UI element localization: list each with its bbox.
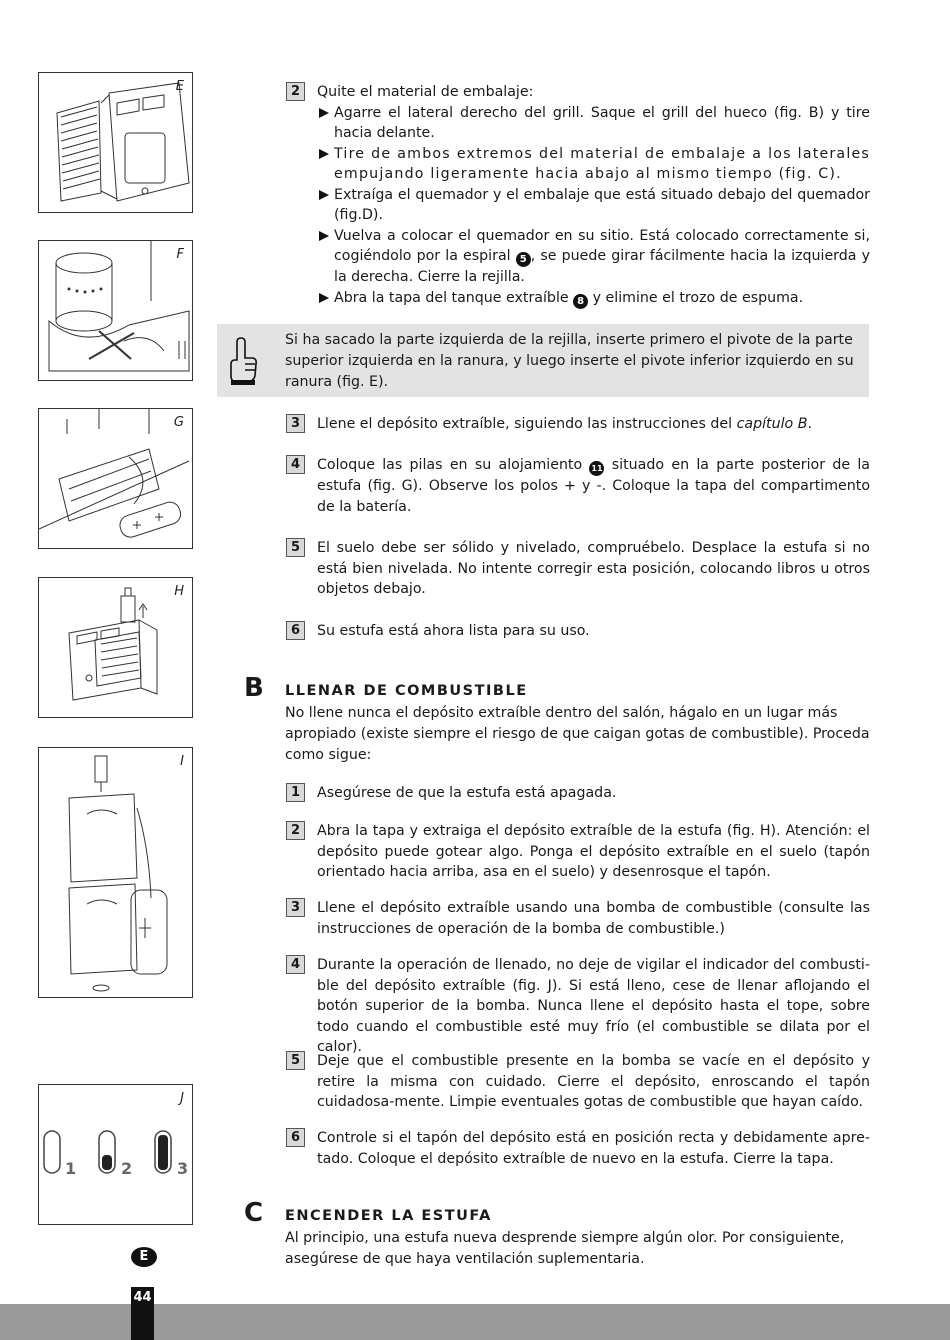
indicator-label-3: 3 [177, 1159, 189, 1178]
step-text: Deje que el combustible presente en la bomba se vacíe en el depósito y retire la misma con cuidado. Cierre el depósito, enroscando el tapón cuidadosa-mente. Limpie eventuales gotas de combustible que hayan caído. [317, 1053, 870, 1110]
bullet-item: Extraíga el quemador y el embalaje que está situado debajo del quemador (fig.D). [317, 185, 870, 226]
bullet-item: Vuelva a colocar el quemador en su sitio. Está colocado correctamente si, cogiéndolo por la espiral 5 , se puede girar fácilmente hacia la izquierda y la derecha. Cierre la rejilla. [317, 226, 870, 288]
step-3 [286, 414, 870, 435]
tank-removal-illustration [39, 578, 194, 719]
step-b4 [286, 955, 870, 1058]
step-5 [286, 538, 870, 600]
figure-label: G [173, 415, 184, 430]
figure-f [38, 240, 193, 381]
step-text: Controle si el tapón del depósito está en posición recta y debidamente apre-tado. Coloque el depósito extraíble de nuevo en la estufa. Cierre la tapa. [317, 1130, 870, 1167]
section-letter: C [244, 1198, 264, 1228]
step-b3 [286, 898, 870, 939]
step-b1 [286, 783, 870, 804]
step-b2 [286, 821, 870, 883]
step-b5 [286, 1051, 870, 1113]
step-number: 1 [286, 783, 305, 802]
step-number: 3 [286, 414, 305, 433]
bullet-item: Agarre el lateral derecho del grill. Saque el grill del hueco (fig. B) y tire hacia delante. [317, 103, 870, 144]
step-number: 3 [286, 898, 305, 917]
step-2-packaging [286, 82, 870, 309]
bullet-item: Tire de ambos extremos del material de embalaje a los laterales empujando ligeramente hacia abajo al mismo tiempo (fig. C). [317, 144, 870, 185]
figure-label: I [180, 754, 184, 769]
indicator-label-2: 2 [121, 1159, 133, 1178]
fuel-pump-illustration [39, 748, 194, 999]
pointing-hand-icon [223, 336, 263, 386]
section-title: LLENAR DE COMBUSTIBLE [285, 683, 528, 699]
step-6 [286, 621, 870, 642]
step-number: 4 [286, 955, 305, 974]
step-number: 5 [286, 538, 305, 557]
note-box [217, 324, 869, 397]
callout-marker: 11 [589, 461, 604, 476]
section-intro: No llene nunca el depósito extraíble dentro del salón, hágalo en un lugar más apropiado (existe siempre el riesgo de que caigan gotas de combustible). Proceda como sigue: [285, 705, 870, 763]
figure-label: E [175, 79, 184, 94]
step-text: Coloque las pilas en su alojamiento 11 situado en la parte posterior de la estufa (fig. G). Observe los polos + y -. Coloque la tapa del compartimento de la batería. [317, 457, 871, 515]
step-text: Durante la operación de llenado, no deje de vigilar el indicador del combusti-ble del depósito extraíble (fig. J). Si está lleno, cese de llenar aflojando el botón superior de la bomba. Nunca llene el depósito hasta el tope, sobre todo cuando el combustible esté muy frío (el combustible se dilata por el calor). [317, 957, 870, 1055]
figure-h [38, 577, 193, 718]
section-intro: Al principio, una estufa nueva desprende siempre algún olor. Por consiguiente, asegúrese de que haya ventilación suplementaria. [285, 1230, 845, 1267]
figure-g [38, 408, 193, 549]
step-text: Asegúrese de que la estufa está apagada. [317, 785, 617, 801]
callout-marker: 8 [573, 294, 588, 309]
step-4 [286, 455, 870, 517]
step-b6 [286, 1128, 870, 1169]
step-number: 6 [286, 1128, 305, 1147]
figure-e [38, 72, 193, 213]
step-text: Abra la tapa y extraiga el depósito extraíble de la estufa (fig. H). Atención: el depósito puede gotear algo. Ponga el depósito extraíble en el suelo (tapón orientado hacia arriba, asa en el suelo) y desenrosque el tapón. [317, 823, 870, 880]
step-text: Quite el material de embalaje: [317, 84, 534, 100]
burner-illustration [39, 241, 194, 382]
page-number-box [131, 1287, 154, 1340]
figure-label: H [174, 584, 184, 599]
step-number: 2 [286, 82, 305, 101]
step-text: Llene el depósito extraíble usando una bomba de combustible (consulte las instrucciones de operación de la bomba de combustible.) [317, 900, 870, 937]
figure-j [38, 1084, 193, 1225]
step-number: 5 [286, 1051, 305, 1070]
indicator-label-1: 1 [65, 1159, 77, 1178]
battery-compartment-illustration [39, 409, 194, 550]
language-badge: E [131, 1247, 157, 1267]
stove-grill-illustration [39, 73, 194, 214]
step-text: Su estufa está ahora lista para su uso. [317, 623, 590, 639]
bullet-item: Abra la tapa del tanque extraíble 8 y elimine el trozo de espuma. [317, 288, 870, 309]
step-number: 2 [286, 821, 305, 840]
callout-marker: 5 [516, 252, 531, 267]
figure-i [38, 747, 193, 998]
section-letter: B [244, 673, 264, 703]
note-text: Si ha sacado la parte izquierda de la rejilla, inserte primero el pivote de la parte superior izquierda en la ranura, y luego inserte el pivote inferior izquierdo en su ranura (fig. E). [285, 332, 854, 390]
fuel-indicator-illustration [39, 1085, 194, 1226]
step-number: 6 [286, 621, 305, 640]
step-text: Llene el depósito extraíble, siguiendo las instrucciones del capítulo B. [317, 416, 812, 432]
bullet-list [317, 103, 870, 309]
section-title: ENCENDER LA ESTUFA [285, 1208, 492, 1224]
step-text: El suelo debe ser sólido y nivelado, compruébelo. Desplace la estufa si no está bien nivelada. No intente corregir esta posición, colocando libros u otros objetos debajo. [317, 540, 870, 597]
figure-label: F [176, 247, 184, 262]
step-number: 4 [286, 455, 305, 474]
page-number: 44 [133, 1290, 152, 1305]
figure-label: J [180, 1091, 184, 1106]
